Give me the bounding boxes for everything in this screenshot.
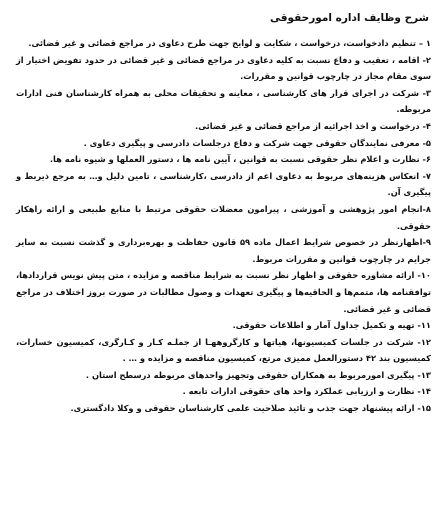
duty-item-8: ۸-انجام امور پژوهشی و آموزشی ، پیرامون معضلات حقوقی مرتبط با منابع طبیعی و ارائه راهکار حقوقی.	[16, 203, 431, 231]
duty-item-9: ۹-اظهارنظر در خصوص شرایط اعمال ماده ۵۹ قانون حفاظت و بهره‌برداری و گذشت نسبت به سایر جرایم در چارچوب قوانین و مقررات مربوط.	[16, 237, 431, 264]
document-title: شرح وظایف اداره امورحقوقی	[270, 12, 429, 24]
duty-item-15: ۱۵- ارائه پیشنهاد جهت جذب و تائید صلاحیت علمی کارشناسان حقوقی و وکلا دادگستری.	[70, 403, 431, 414]
duties-list	[16, 35, 431, 417]
duty-item-2: ۲- اقامه ، تعقیب و دفاع نسبت به کلیه دعاوی در مراجع قضائی و غیر قضائی در حدود تفویض اختیار از سوی مقام مجاز در چارچوب قوانین و مقررات.	[16, 54, 431, 82]
duty-item-4: ۴- درخواست و اخذ اجرائیه از مراجع قضائی و غیر قضائی.	[195, 120, 431, 131]
duty-item-11: ۱۱- تهیه و تکمیل جداول آمار و اطلاعات حقوقی.	[232, 320, 431, 331]
duty-item-10: ۱۰- ارائه مشاوره حقوقی و اظهار نظر نسبت به شرایط مناقصه و مزایده ، متن پیش نویس قراردادها، توافقنامه ها، متمم‌ها و الحاقیه‌ها و پیگیری تعهدات و وصول مطالبات در صورت بروز اختلاف در مراجع قضائی و غیر قضائی.	[16, 270, 431, 314]
duty-item-14: ۱۴- نظارت و ارزیابی عملکرد واحد های حقوقی ادارات تابعه .	[182, 386, 431, 397]
duty-item-1: ۱ – تنظیم دادخواست، درخواست ، شکایت و لوایح جهت طرح دعاوی در مراجع قضائی و غیر قضائی.	[28, 38, 431, 48]
duty-item-3: ۳- شرکت در اجرای قرار های کارشناسی ، معاینه و تحقیقات محلی به همراه کارشناسان فنی ادارات مربوطه.	[16, 87, 431, 115]
duty-item-6: ۶- نظارت و اعلام نظر حقوقی نسبت به قوانین ، آیین نامه ها ، دستور العملها و شیوه نامه ها.	[49, 154, 431, 165]
duty-item-13: ۱۳- پیگیری امورمربوط به همکاران حقوقی وتجهیز واحدهای مربوطه درسطح استان .	[85, 369, 431, 380]
duty-item-12: ۱۲- شرکت در جلسات کمیسیونها، هیاتها و کارگروههـا از جملـه کـار و کـارگری، کمیسیون خسارات، کمیسیون بند ۴۲ دستورالعمل ممیزی مرتع، کمیسیون مناقصه و مزایده و … .	[16, 336, 431, 364]
duty-item-7: ۷- انعکاس هزینه‌های مربوط به دعاوی اعم از دادرسی ،کارشناسی ، تامین دلیل و… به مرجع ذیربط و پیگیری آن.	[16, 170, 431, 198]
duty-item-5: ۵- معرفی نمایندگان حقوقی جهت شرکت و دفاع درجلسات دادرسی و پیگیری دعاوی .	[83, 137, 431, 148]
